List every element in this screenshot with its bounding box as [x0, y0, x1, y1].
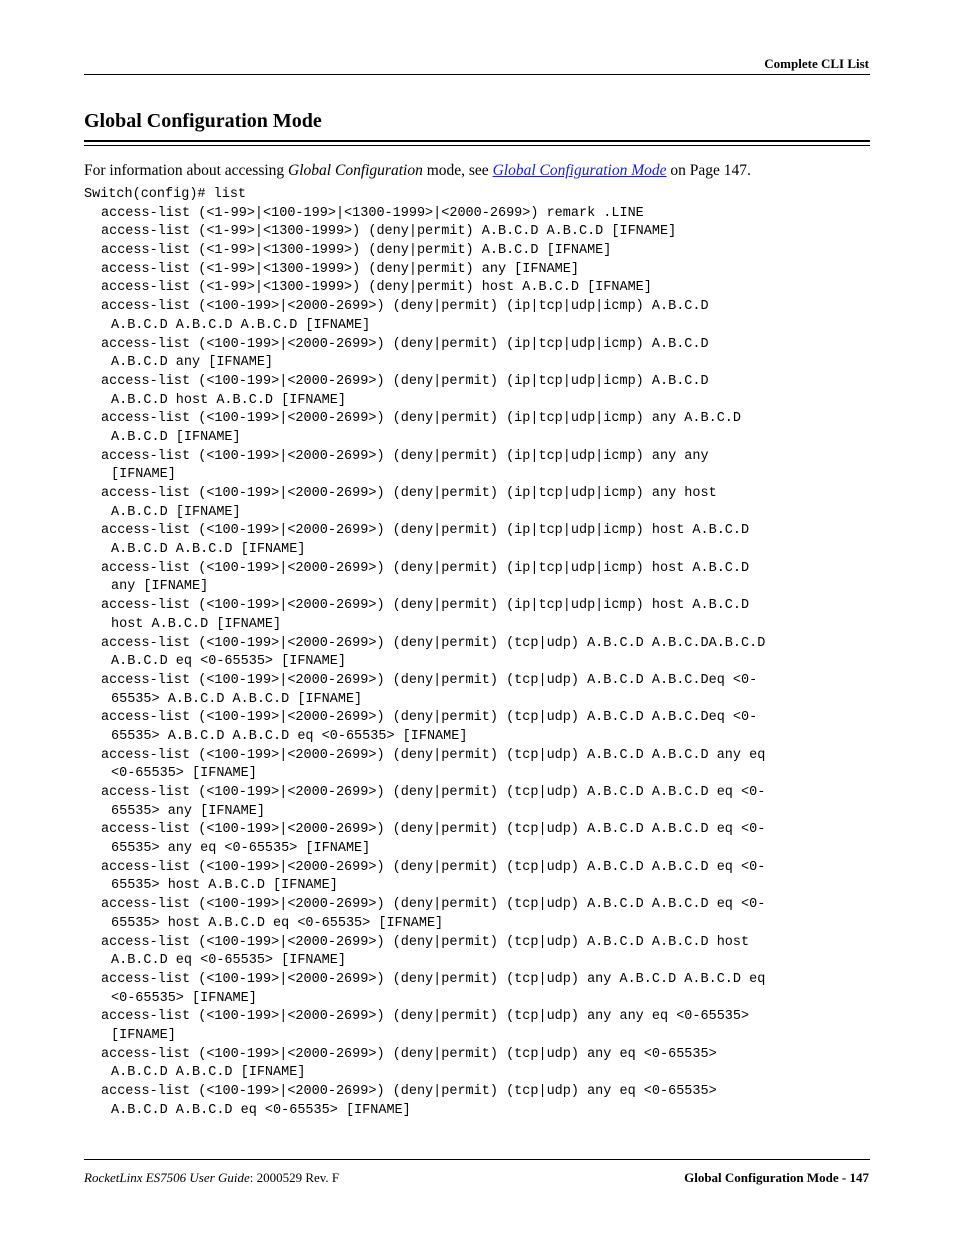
intro-middle: mode, see: [422, 162, 493, 179]
cli-continuation-line: A.B.C.D A.B.C.D [IFNAME]: [111, 542, 306, 558]
intro-suffix: on Page 147.: [666, 162, 751, 179]
section-title: Global Configuration Mode: [84, 110, 322, 132]
cli-continuation-line: 65535> any [IFNAME]: [111, 803, 265, 819]
cli-command-line: access-list (<100-199>|<2000-2699>) (deny|permit) (tcp|udp) A.B.C.D A.B.C.D eq <0-: [101, 897, 766, 913]
cli-continuation-line: A.B.C.D eq <0-65535> [IFNAME]: [111, 654, 346, 670]
cli-command-line: access-list (<100-199>|<2000-2699>) (deny|permit) (tcp|udp) A.B.C.D A.B.C.D eq <0-: [101, 859, 766, 875]
cli-continuation-line: any [IFNAME]: [111, 579, 209, 595]
cli-listing: [84, 186, 765, 1120]
cli-prompt: Switch(config)# list: [84, 187, 247, 202]
cli-command-line: access-list (<100-199>|<2000-2699>) (deny|permit) (tcp|udp) any any eq <0-65535>: [101, 1009, 750, 1025]
cli-continuation-line: <0-65535> [IFNAME]: [111, 990, 257, 1006]
cli-command-line: access-list (<100-199>|<2000-2699>) (deny|permit) (tcp|udp) A.B.C.D A.B.C.D eq <0-: [101, 785, 766, 800]
cli-command-line: access-list (<100-199>|<2000-2699>) (deny|permit) (ip|tcp|udp|icmp) A.B.C.D: [101, 336, 709, 352]
intro-mode-name: Global Configuration: [288, 162, 423, 179]
cli-command-lines: [84, 205, 765, 1121]
cli-continuation-line: 65535> host A.B.C.D eq <0-65535> [IFNAME]: [111, 915, 444, 931]
cli-continuation-line: 65535> any eq <0-65535> [IFNAME]: [111, 841, 371, 857]
cli-command-line: access-list (<100-199>|<2000-2699>) (deny|permit) (tcp|udp) A.B.C.D A.B.C.D host: [101, 934, 750, 950]
cli-continuation-line: [IFNAME]: [111, 467, 176, 483]
cli-continuation-line: [IFNAME]: [111, 1027, 176, 1043]
footer-doc-number: : 2000529 Rev. F: [249, 1170, 340, 1185]
title-divider-thin: [84, 145, 870, 146]
cli-command-line: access-list (<100-199>|<2000-2699>) (deny|permit) (tcp|udp) any A.B.C.D A.B.C.D eq: [101, 971, 766, 987]
cli-continuation-line: 65535> host A.B.C.D [IFNAME]: [111, 878, 338, 894]
footer-divider: [84, 1159, 870, 1160]
cli-command-line: access-list (<100-199>|<2000-2699>) (deny|permit) (ip|tcp|udp|icmp) any host: [101, 486, 717, 501]
cli-command-line: access-list (<100-199>|<2000-2699>) (deny|permit) (tcp|udp) A.B.C.D A.B.C.D any eq: [101, 747, 766, 763]
title-divider-thick: [84, 140, 870, 142]
cli-command-line: access-list (<100-199>|<2000-2699>) (deny|permit) (tcp|udp) A.B.C.D A.B.C.DA.B.C.D: [101, 635, 766, 651]
cli-continuation-line: <0-65535> [IFNAME]: [111, 766, 257, 782]
running-header: Complete CLI List: [764, 56, 869, 71]
cli-command-line: access-list (<1-99>|<1300-1999>) (deny|permit) A.B.C.D A.B.C.D [IFNAME]: [101, 224, 677, 240]
cli-command-line: access-list (<100-199>|<2000-2699>) (deny|permit) (tcp|udp) A.B.C.D A.B.C.D eq <0-: [101, 822, 766, 838]
cli-continuation-line: A.B.C.D eq <0-65535> [IFNAME]: [111, 953, 346, 969]
cli-command-line: access-list (<100-199>|<2000-2699>) (deny|permit) (ip|tcp|udp|icmp) host A.B.C.D: [101, 560, 750, 576]
cli-continuation-line: A.B.C.D host A.B.C.D [IFNAME]: [111, 392, 346, 408]
cli-command-line: access-list (<100-199>|<2000-2699>) (deny|permit) (ip|tcp|udp|icmp) A.B.C.D: [101, 373, 709, 389]
footer-product: RocketLinx ES7506 User Guide: [84, 1170, 250, 1185]
footer-page-label: Global Configuration Mode - 147: [684, 1170, 869, 1185]
cli-command-line: access-list (<100-199>|<2000-2699>) (deny|permit) (ip|tcp|udp|icmp) any any: [101, 448, 709, 464]
cli-command-line: access-list (<1-99>|<100-199>|<1300-1999>|<2000-2699>) remark .LINE: [101, 205, 644, 221]
cli-continuation-line: A.B.C.D [IFNAME]: [111, 429, 241, 445]
cli-command-line: access-list (<100-199>|<2000-2699>) (deny|permit) (tcp|udp) A.B.C.D A.B.C.Deq <0-: [101, 672, 758, 688]
cli-continuation-line: A.B.C.D [IFNAME]: [111, 504, 241, 520]
cli-command-line: access-list (<100-199>|<2000-2699>) (deny|permit) (tcp|udp) any eq <0-65535>: [101, 1084, 717, 1099]
header-divider: [84, 74, 870, 75]
footer-document-info: [84, 1170, 339, 1186]
cli-command-line: access-list (<100-199>|<2000-2699>) (deny|permit) (ip|tcp|udp|icmp) A.B.C.D: [101, 299, 709, 315]
cli-command-line: access-list (<1-99>|<1300-1999>) (deny|permit) any [IFNAME]: [101, 261, 579, 277]
cli-command-line: access-list (<100-199>|<2000-2699>) (deny|permit) (tcp|udp) any eq <0-65535>: [101, 1046, 717, 1062]
cli-continuation-line: 65535> A.B.C.D A.B.C.D eq <0-65535> [IFNAME]: [111, 728, 468, 744]
cli-command-line: access-list (<100-199>|<2000-2699>) (deny|permit) (ip|tcp|udp|icmp) host A.B.C.D: [101, 523, 750, 539]
cli-continuation-line: A.B.C.D A.B.C.D A.B.C.D [IFNAME]: [111, 317, 371, 333]
cli-command-line: access-list (<100-199>|<2000-2699>) (deny|permit) (tcp|udp) A.B.C.D A.B.C.Deq <0-: [101, 710, 758, 726]
cli-continuation-line: host A.B.C.D [IFNAME]: [111, 616, 282, 632]
cli-command-line: access-list (<100-199>|<2000-2699>) (deny|permit) (ip|tcp|udp|icmp) host A.B.C.D: [101, 598, 750, 614]
global-config-mode-link[interactable]: Global Configuration Mode: [492, 162, 667, 179]
cli-continuation-line: A.B.C.D A.B.C.D [IFNAME]: [111, 1065, 306, 1081]
cli-continuation-line: 65535> A.B.C.D A.B.C.D [IFNAME]: [111, 691, 363, 707]
cli-continuation-line: A.B.C.D any [IFNAME]: [111, 355, 274, 371]
cli-command-line: access-list (<100-199>|<2000-2699>) (deny|permit) (ip|tcp|udp|icmp) any A.B.C.D: [101, 411, 742, 427]
cli-command-line: access-list (<1-99>|<1300-1999>) (deny|permit) host A.B.C.D [IFNAME]: [101, 280, 652, 296]
cli-continuation-line: A.B.C.D A.B.C.D eq <0-65535> [IFNAME]: [111, 1102, 411, 1118]
cli-command-line: access-list (<1-99>|<1300-1999>) (deny|permit) A.B.C.D [IFNAME]: [101, 243, 612, 259]
intro-prefix: For information about accessing: [84, 162, 289, 179]
intro-paragraph: [84, 162, 751, 180]
